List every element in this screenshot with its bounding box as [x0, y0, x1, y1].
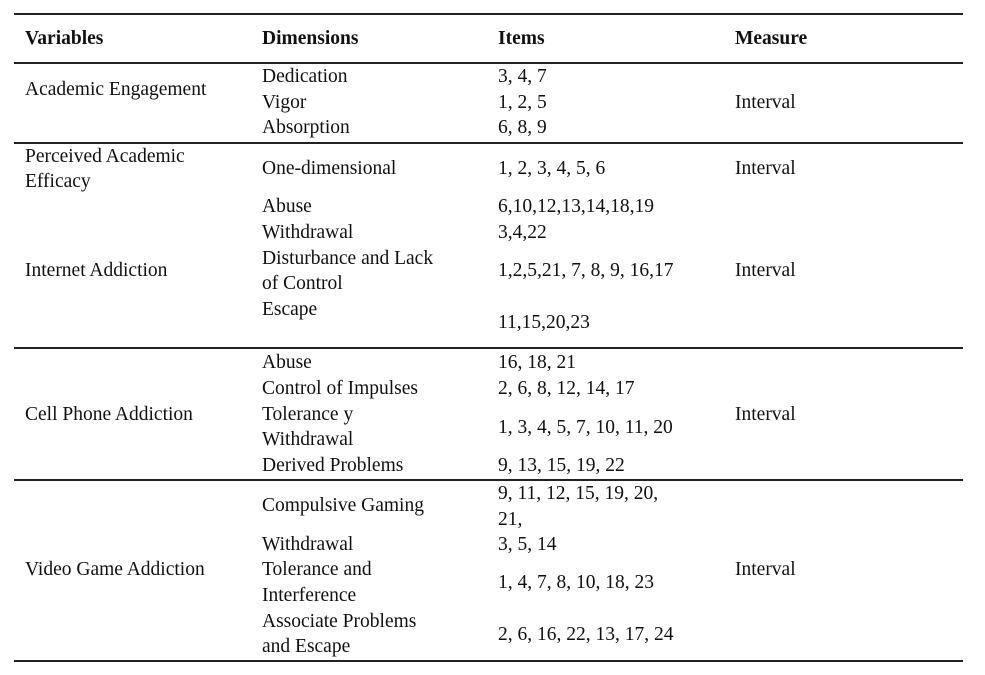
measure-internet-addiction: Interval — [735, 260, 796, 281]
items-associate-problems: 2, 6, 16, 22, 13, 17, 24 — [498, 624, 674, 645]
dimension-abuse-cell: Abuse — [262, 352, 312, 373]
variable-perceived-academic-efficacy-line2: Efficacy — [25, 171, 91, 192]
dimension-associate-problems-line2: and Escape — [262, 636, 351, 657]
measure-cell-phone-addiction: Interval — [735, 404, 796, 425]
dimension-tolerance-interference-line1: Tolerance and — [262, 559, 372, 580]
items-withdrawal-video: 3, 5, 14 — [498, 534, 557, 555]
dimension-compulsive-gaming: Compulsive Gaming — [262, 495, 424, 516]
items-abuse-cell: 16, 18, 21 — [498, 352, 576, 373]
dimension-control-of-impulses: Control of Impulses — [262, 378, 418, 399]
dimension-tolerance-withdrawal-line1: Tolerance y — [262, 404, 354, 425]
variable-perceived-academic-efficacy-line1: Perceived Academic — [25, 146, 185, 167]
measure-video-game-addiction: Interval — [735, 559, 796, 580]
items-derived-problems: 9, 13, 15, 19, 22 — [498, 455, 625, 476]
dimension-absorption: Absorption — [262, 117, 350, 138]
items-one-dimensional: 1, 2, 3, 4, 5, 6 — [498, 158, 606, 179]
items-compulsive-gaming-line2: 21, — [498, 509, 523, 530]
measure-perceived-academic-efficacy: Interval — [735, 158, 796, 179]
items-abuse-internet: 6,10,12,13,14,18,19 — [498, 196, 654, 217]
dimension-disturbance-line2: of Control — [262, 273, 343, 294]
items-disturbance: 1,2,5,21, 7, 8, 9, 16,17 — [498, 260, 674, 281]
variable-academic-engagement: Academic Engagement — [25, 79, 207, 100]
dimension-dedication: Dedication — [262, 66, 348, 87]
items-vigor: 1, 2, 5 — [498, 92, 547, 113]
items-withdrawal-internet: 3,4,22 — [498, 222, 547, 243]
items-control-of-impulses: 2, 6, 8, 12, 14, 17 — [498, 378, 635, 399]
items-tolerance-withdrawal: 1, 3, 4, 5, 7, 10, 11, 20 — [498, 417, 673, 438]
dimension-one-dimensional: One-dimensional — [262, 158, 397, 179]
variable-video-game-addiction: Video Game Addiction — [25, 559, 205, 580]
header-rule — [14, 62, 963, 64]
items-dedication: 3, 4, 7 — [498, 66, 547, 87]
dimension-vigor: Vigor — [262, 92, 307, 113]
dimension-associate-problems-line1: Associate Problems — [262, 611, 417, 632]
group-divider-2 — [14, 347, 963, 349]
dimension-tolerance-withdrawal-line2: Withdrawal — [262, 429, 354, 450]
dimension-abuse-internet: Abuse — [262, 196, 312, 217]
header-variables: Variables — [25, 28, 104, 49]
dimension-tolerance-interference-line2: Interference — [262, 585, 357, 606]
header-items: Items — [498, 28, 545, 49]
measure-academic-engagement: Interval — [735, 92, 796, 113]
dimension-derived-problems: Derived Problems — [262, 455, 404, 476]
group-divider-3 — [14, 479, 963, 481]
items-escape-internet: 11,15,20,23 — [498, 312, 590, 333]
top-rule — [14, 13, 963, 15]
items-compulsive-gaming-line1: 9, 11, 12, 15, 19, 20, — [498, 483, 659, 504]
variable-internet-addiction: Internet Addiction — [25, 260, 168, 281]
items-absorption: 6, 8, 9 — [498, 117, 547, 138]
items-tolerance-interference: 1, 4, 7, 8, 10, 18, 23 — [498, 572, 654, 593]
dimension-disturbance-line1: Disturbance and Lack — [262, 248, 434, 269]
header-dimensions: Dimensions — [262, 28, 359, 49]
dimension-withdrawal-video: Withdrawal — [262, 534, 354, 555]
variable-cell-phone-addiction: Cell Phone Addiction — [25, 404, 193, 425]
header-measure: Measure — [735, 28, 808, 49]
bottom-rule — [14, 660, 963, 662]
dimension-escape-internet: Escape — [262, 299, 318, 320]
dimension-withdrawal-internet: Withdrawal — [262, 222, 354, 243]
